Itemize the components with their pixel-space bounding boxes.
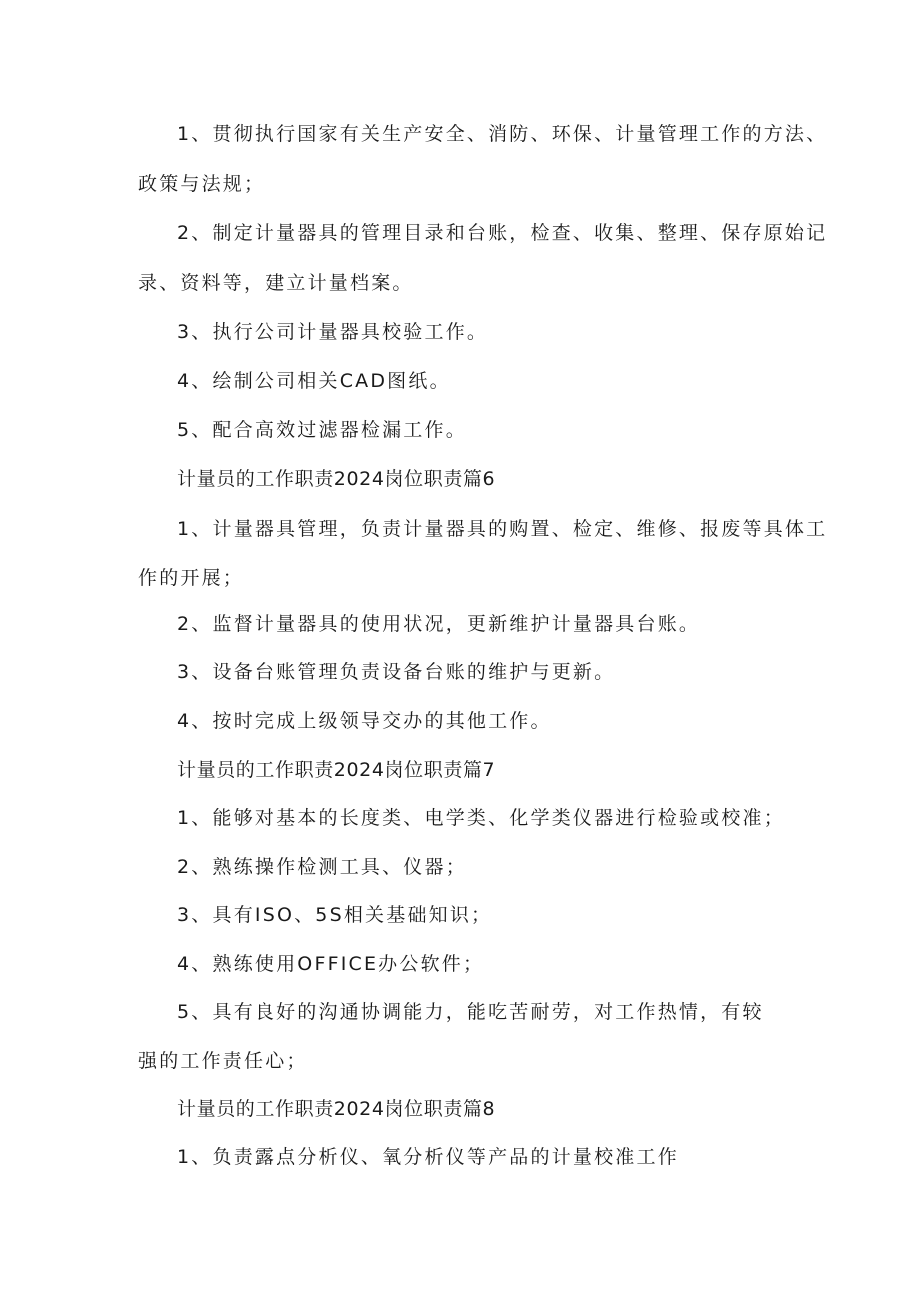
section-heading: 计量员的工作职责2024岗位职责篇7: [177, 759, 496, 781]
section-heading: 计量员的工作职责2024岗位职责篇6: [177, 468, 496, 490]
paragraph-line: 1、负责露点分析仪、氧分析仪等产品的计量校准工作: [177, 1146, 679, 1168]
paragraph-line: 1、能够对基本的长度类、电学类、化学类仪器进行检验或校准；: [177, 807, 785, 829]
paragraph-line: 录、资料等，建立计量档案。: [138, 272, 414, 294]
paragraph-line: 5、具有良好的沟通协调能力，能吃苦耐劳，对工作热情，有较: [177, 1001, 764, 1023]
paragraph-line: 4、绘制公司相关CAD图纸。: [177, 370, 451, 392]
paragraph-line: 强的工作责任心；: [138, 1050, 308, 1072]
paragraph-line: 2、制定计量器具的管理目录和台账，检查、收集、整理、保存原始记: [177, 222, 828, 244]
paragraph-line: 作的开展；: [138, 567, 245, 589]
paragraph-line: 3、执行公司计量器具校验工作。: [177, 321, 489, 343]
section-heading: 计量员的工作职责2024岗位职责篇8: [177, 1098, 496, 1120]
paragraph-line: 3、设备台账管理负责设备台账的维护与更新。: [177, 661, 616, 683]
paragraph-line: 5、配合高效过滤器检漏工作。: [177, 419, 467, 441]
paragraph-line: 4、按时完成上级领导交办的其他工作。: [177, 710, 552, 732]
paragraph-line: 3、具有ISO、5S相关基础知识；: [177, 904, 493, 926]
paragraph-line: 政策与法规；: [138, 173, 266, 195]
paragraph-line: 4、熟练使用OFFICE办公软件；: [177, 953, 485, 975]
paragraph-line: 2、监督计量器具的使用状况，更新维护计量器具台账。: [177, 613, 701, 635]
paragraph-line: 2、熟练操作检测工具、仪器；: [177, 856, 467, 878]
paragraph-line: 1、贯彻执行国家有关生产安全、消防、环保、计量管理工作的方法、: [177, 123, 828, 145]
paragraph-line: 1、计量器具管理，负责计量器具的购置、检定、维修、报废等具体工: [177, 518, 828, 540]
